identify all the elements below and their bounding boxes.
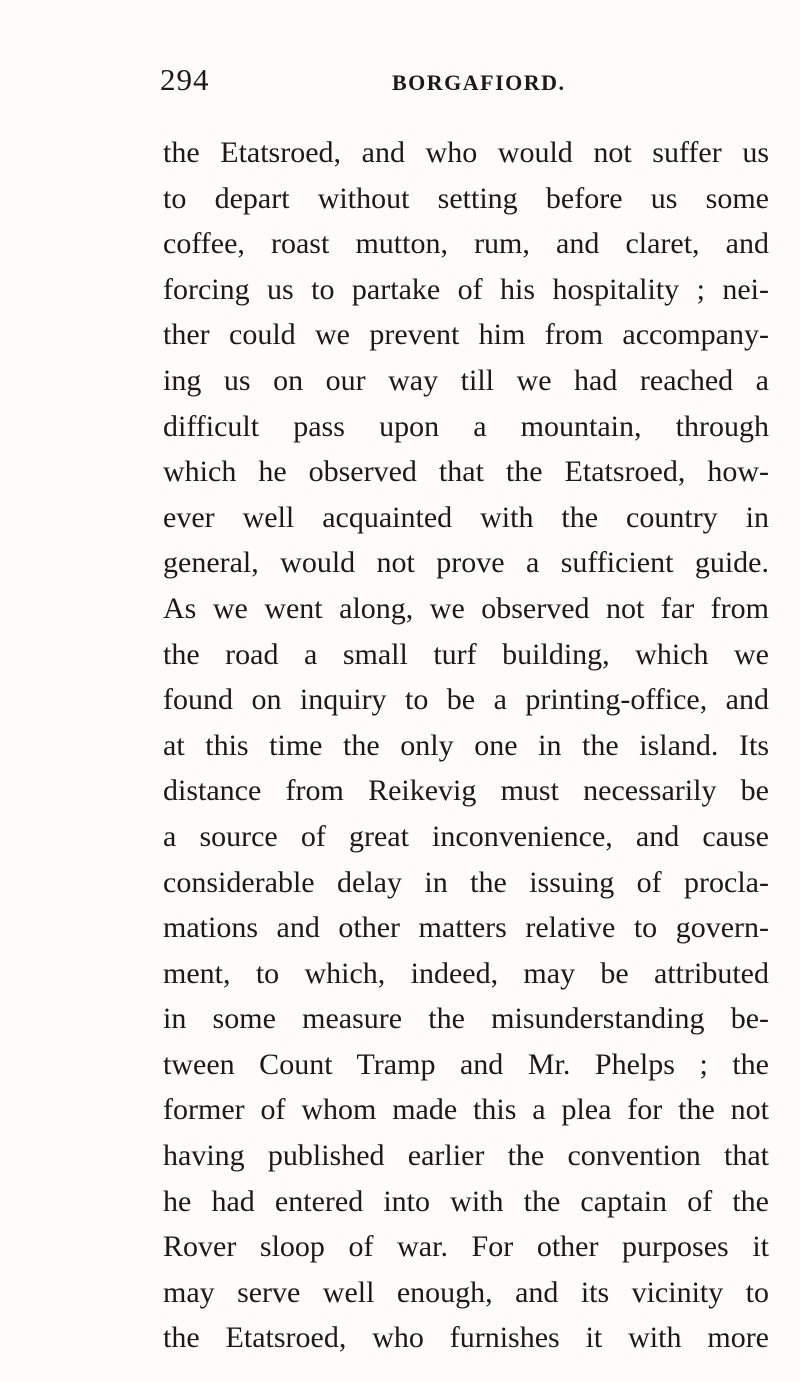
text-line: ther could we prevent him from accompany- xyxy=(163,318,769,352)
text-line: mations and other matters relative to govern- xyxy=(163,911,769,945)
text-line: the Etatsroed, who furnishes it with more xyxy=(163,1321,769,1355)
text-line: he had entered into with the captain of the xyxy=(163,1184,769,1218)
text-line: ing us on our way till we had reached a xyxy=(163,363,769,397)
text-line: As we went along, we observed not far from xyxy=(163,591,769,625)
text-line: general, would not prove a sufficient guide. xyxy=(163,546,769,580)
page-header xyxy=(160,62,740,102)
text-line: having published earlier the convention that xyxy=(163,1139,769,1173)
text-line: former of whom made this a plea for the not xyxy=(163,1093,769,1127)
text-line: found on inquiry to be a printing-office, and xyxy=(163,683,769,717)
text-line: a source of great inconvenience, and cause xyxy=(163,819,769,853)
text-line: in some measure the misunderstanding be- xyxy=(163,1002,769,1036)
text-line: difficult pass upon a mountain, through xyxy=(163,409,769,443)
body-text xyxy=(163,130,769,1361)
text-line: considerable delay in the issuing of procla- xyxy=(163,865,769,899)
text-line: distance from Reikevig must necessarily be xyxy=(163,774,769,808)
text-line: ever well acquainted with the country in xyxy=(163,500,769,534)
text-line: forcing us to partake of his hospitality ; nei- xyxy=(163,272,769,306)
text-line: which he observed that the Etatsroed, how- xyxy=(163,455,769,489)
page-number: 294 xyxy=(160,62,210,97)
text-line: ment, to which, indeed, may be attributed xyxy=(163,956,769,990)
text-line: may serve well enough, and its vicinity to xyxy=(163,1275,769,1309)
text-line: the Etatsroed, and who would not suffer us xyxy=(163,136,769,169)
running-head: BORGAFIORD. xyxy=(392,70,566,95)
text-line: Rover sloop of war. For other purposes it xyxy=(163,1230,769,1264)
text-line: the road a small turf building, which we xyxy=(163,637,769,671)
text-line: tween Count Tramp and Mr. Phelps ; the xyxy=(163,1047,769,1081)
text-line: at this time the only one in the island. Its xyxy=(163,728,769,762)
text-line: to depart without setting before us some xyxy=(163,181,769,215)
text-line: coffee, roast mutton, rum, and claret, and xyxy=(163,227,769,261)
